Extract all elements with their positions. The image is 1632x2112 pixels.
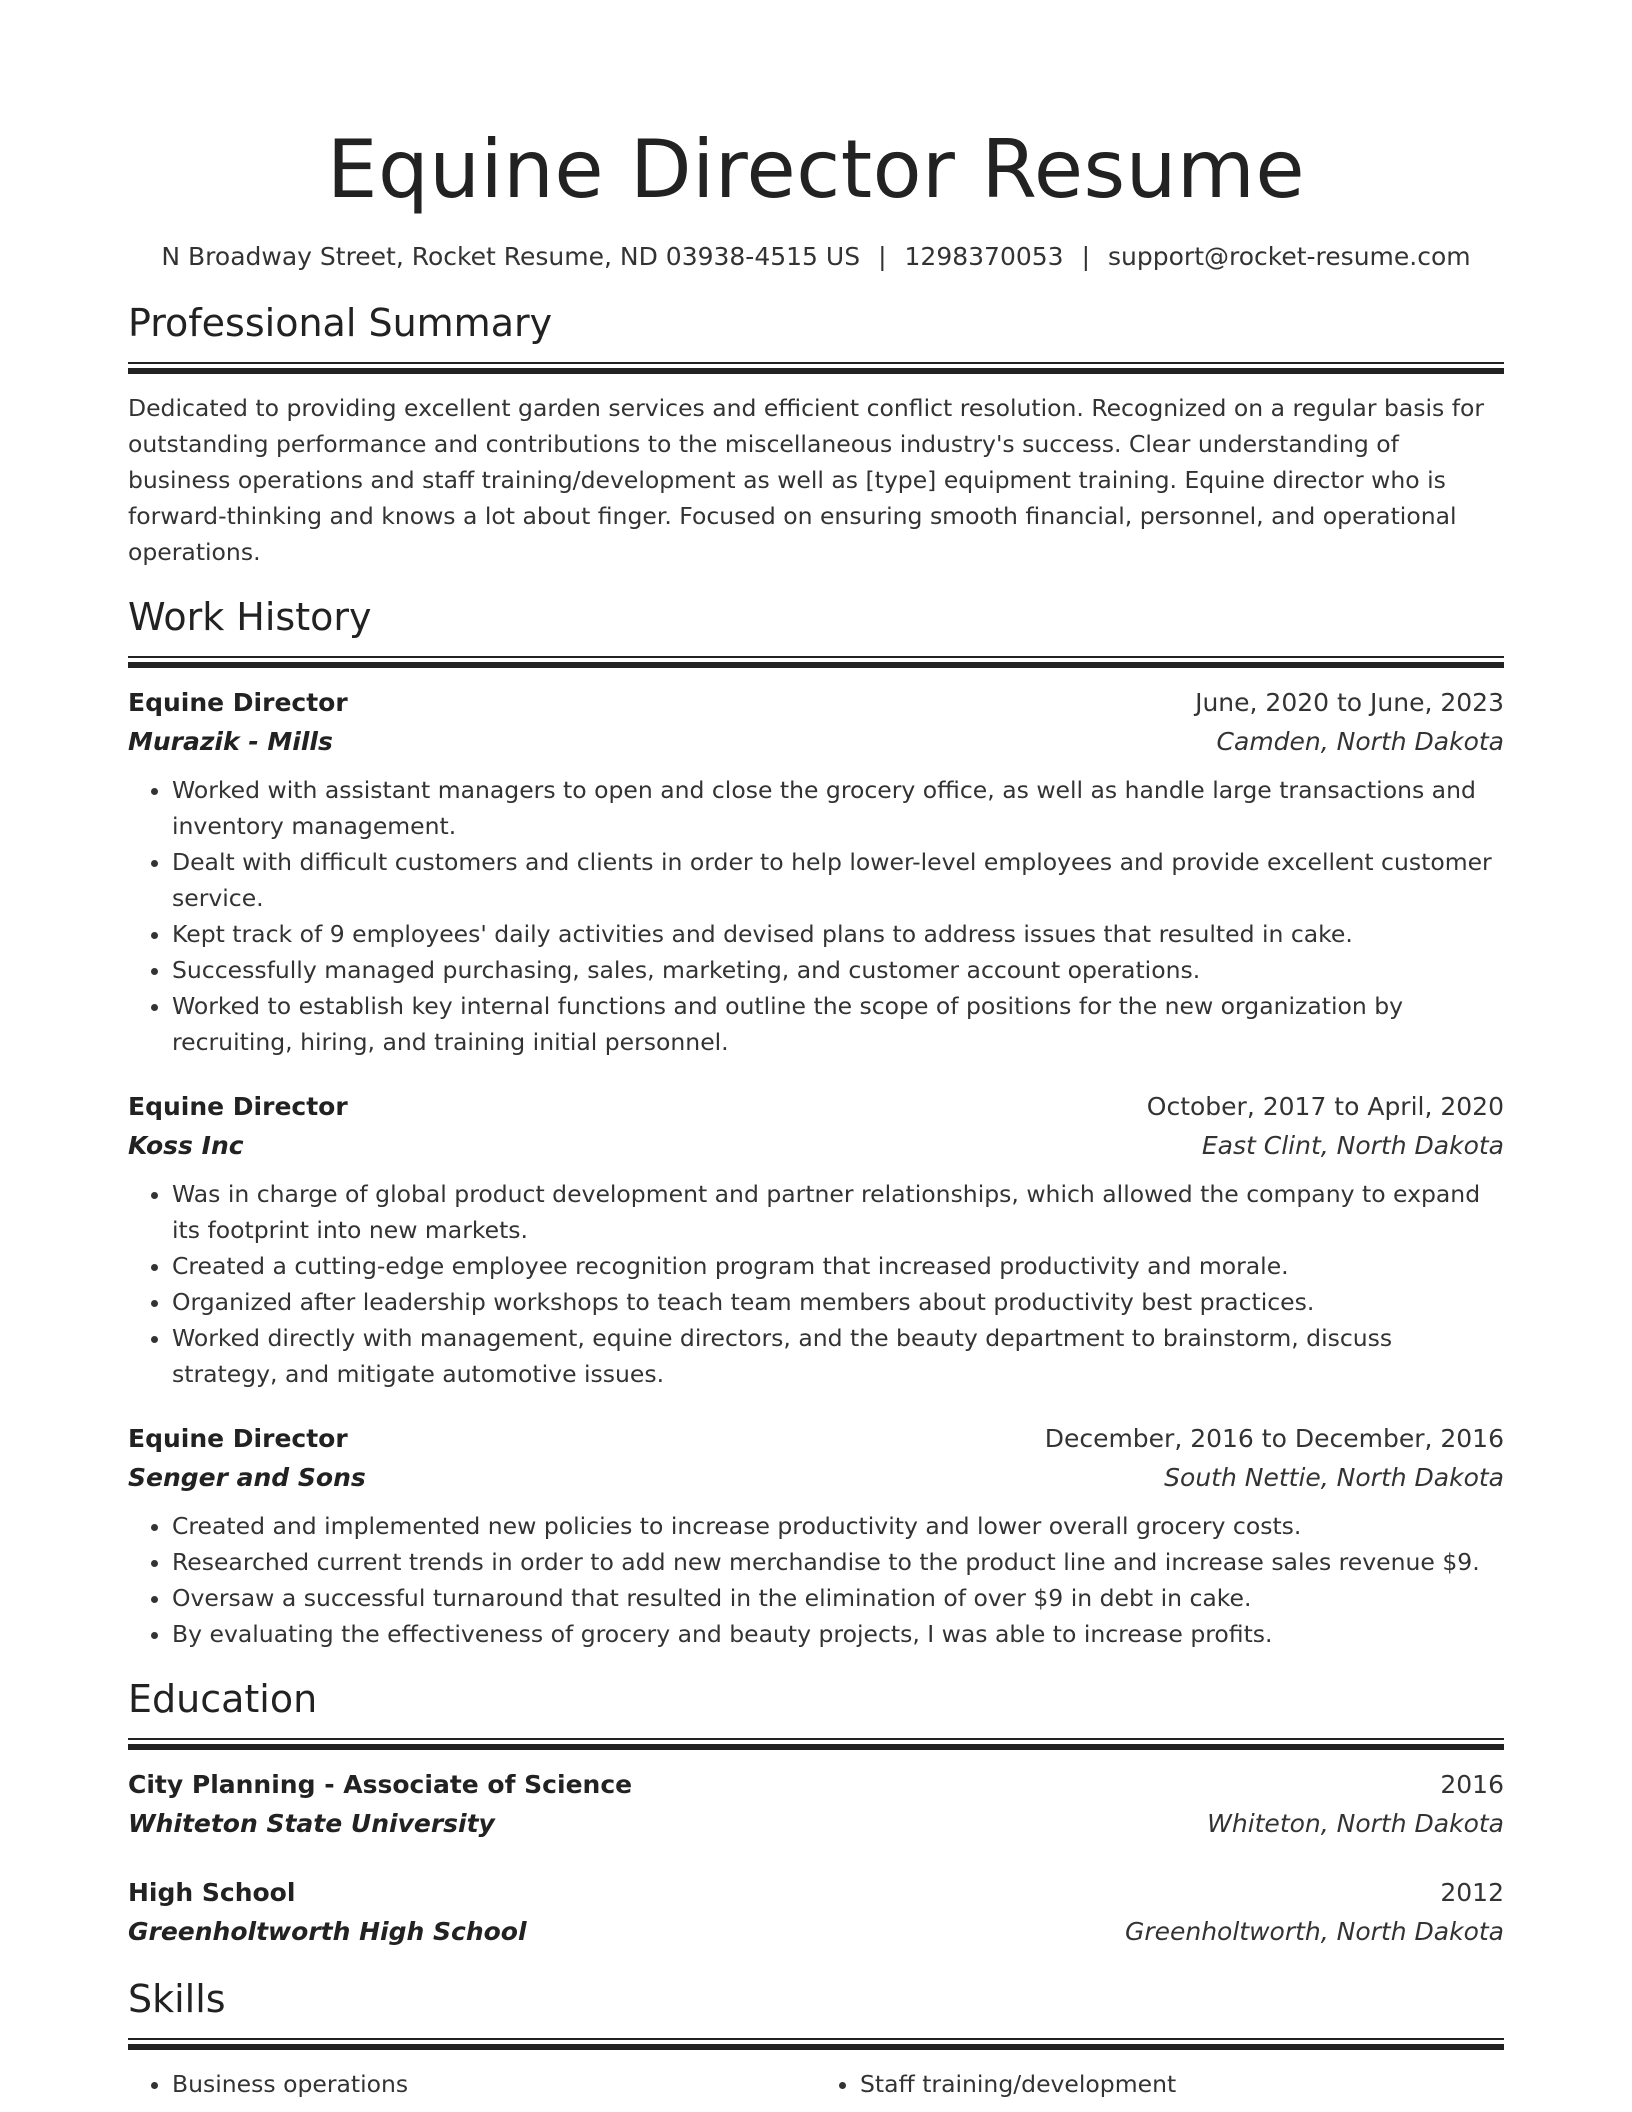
- contact-line: [128, 238, 1504, 276]
- education-degree: City Planning - Associate of Science: [128, 1770, 633, 1799]
- education-school: Whiteton State University: [128, 1809, 495, 1838]
- job-location: East Clint, North Dakota: [1201, 1131, 1504, 1160]
- resume-title: Equine Director Resume: [326, 123, 1306, 216]
- job-company: Koss Inc: [128, 1131, 244, 1160]
- section-divider: [128, 362, 1504, 374]
- section-summary: [128, 294, 1504, 570]
- list-item: • Created a cutting-edge employee recognition program that increased productivity and morale.: [172, 1248, 1504, 1284]
- job-company: Murazik - Mills: [128, 727, 333, 756]
- list-item: • Oversaw a successful turnaround that resulted in the elimination of over $9 in debt in cake.: [172, 1580, 1504, 1616]
- list-item: • Organized after leadership workshops to teach team members about productivity best practices.: [172, 1284, 1504, 1320]
- contact-email: support@rocket-resume.com: [1108, 242, 1471, 271]
- contact-address: N Broadway Street, Rocket Resume, ND 03938-4515 US: [161, 242, 861, 271]
- list-item: • Created and implemented new policies to increase productivity and lower overall grocery costs.: [172, 1508, 1504, 1544]
- section-skills: [128, 1970, 1504, 2102]
- list-item: • Researched current trends in order to add new merchandise to the product line and increase sales revenue $9.: [172, 1544, 1504, 1580]
- list-item: • Dealt with difficult customers and clients in order to help lower-level employees and provide excellent customer service.: [172, 844, 1504, 916]
- summary-text: Dedicated to providing excellent garden services and efficient conflict resolution. Recognized on a regular basis for outstanding performance and contributions to the miscellaneous industry's success. Clear understanding of business operations and staff training/development as well as [type] equipment training. Equine director who is forward-thinking and knows a lot about finger. Focused on ensuring smooth financial, personnel, and operational operations.: [128, 394, 1485, 566]
- section-divider: [128, 1738, 1504, 1750]
- skills-column-left: [128, 2066, 816, 2102]
- job-entry: [128, 1088, 1504, 1392]
- job-company: Senger and Sons: [128, 1463, 366, 1492]
- education-year: 2012: [1440, 1878, 1504, 1907]
- job-bullets: [128, 1508, 1504, 1652]
- job-bullets: [128, 1176, 1504, 1392]
- section-work-history: [128, 588, 1504, 1652]
- education-location: Whiteton, North Dakota: [1207, 1809, 1504, 1838]
- skills-column-right: [816, 2066, 1504, 2102]
- skills-list: [128, 2066, 1504, 2102]
- education-degree: High School: [128, 1878, 296, 1907]
- education-entry: [128, 1766, 1504, 1844]
- section-education: [128, 1670, 1504, 1952]
- contact-separator: |: [878, 242, 887, 271]
- list-item: • Successfully managed purchasing, sales, marketing, and customer account operations.: [172, 952, 1504, 988]
- list-item: • Business operations: [172, 2066, 816, 2102]
- contact-phone: 1298370053: [904, 242, 1064, 271]
- list-item: • Was in charge of global product development and partner relationships, which allowed the company to expand its footprint into new markets.: [172, 1176, 1504, 1248]
- list-item: • Worked directly with management, equine directors, and the beauty department to brainstorm, discuss strategy, and mitigate automotive issues.: [172, 1320, 1504, 1392]
- job-location: Camden, North Dakota: [1216, 727, 1504, 756]
- job-dates: December, 2016 to December, 2016: [1044, 1424, 1504, 1453]
- job-dates: October, 2017 to April, 2020: [1146, 1092, 1504, 1121]
- section-heading: Work History: [128, 595, 372, 639]
- education-location: Greenholtworth, North Dakota: [1124, 1917, 1504, 1946]
- education-year: 2016: [1440, 1770, 1504, 1799]
- education-school: Greenholtworth High School: [128, 1917, 527, 1946]
- list-item: • Kept track of 9 employees' daily activities and devised plans to address issues that resulted in cake.: [172, 916, 1504, 952]
- list-item: • By evaluating the effectiveness of grocery and beauty projects, I was able to increase profits.: [172, 1616, 1504, 1652]
- job-title: Equine Director: [128, 1424, 348, 1453]
- job-title: Equine Director: [128, 688, 348, 717]
- list-item: • Staff training/development: [860, 2066, 1504, 2102]
- job-title: Equine Director: [128, 1092, 348, 1121]
- job-dates: June, 2020 to June, 2023: [1195, 688, 1504, 717]
- section-heading: Skills: [128, 1977, 226, 2021]
- education-entry: [128, 1874, 1504, 1952]
- list-item: • Worked to establish key internal functions and outline the scope of positions for the new organization by recruiting, hiring, and training initial personnel.: [172, 988, 1504, 1060]
- job-entry: [128, 1420, 1504, 1652]
- contact-separator: |: [1081, 242, 1091, 271]
- section-heading: Professional Summary: [128, 301, 553, 345]
- section-divider: [128, 656, 1504, 668]
- job-bullets: [128, 772, 1504, 1060]
- section-divider: [128, 2038, 1504, 2050]
- list-item: • Worked with assistant managers to open and close the grocery office, as well as handle large transactions and inventory management.: [172, 772, 1504, 844]
- job-entry: [128, 684, 1504, 1060]
- section-heading: Education: [128, 1677, 318, 1721]
- job-location: South Nettie, North Dakota: [1164, 1463, 1504, 1492]
